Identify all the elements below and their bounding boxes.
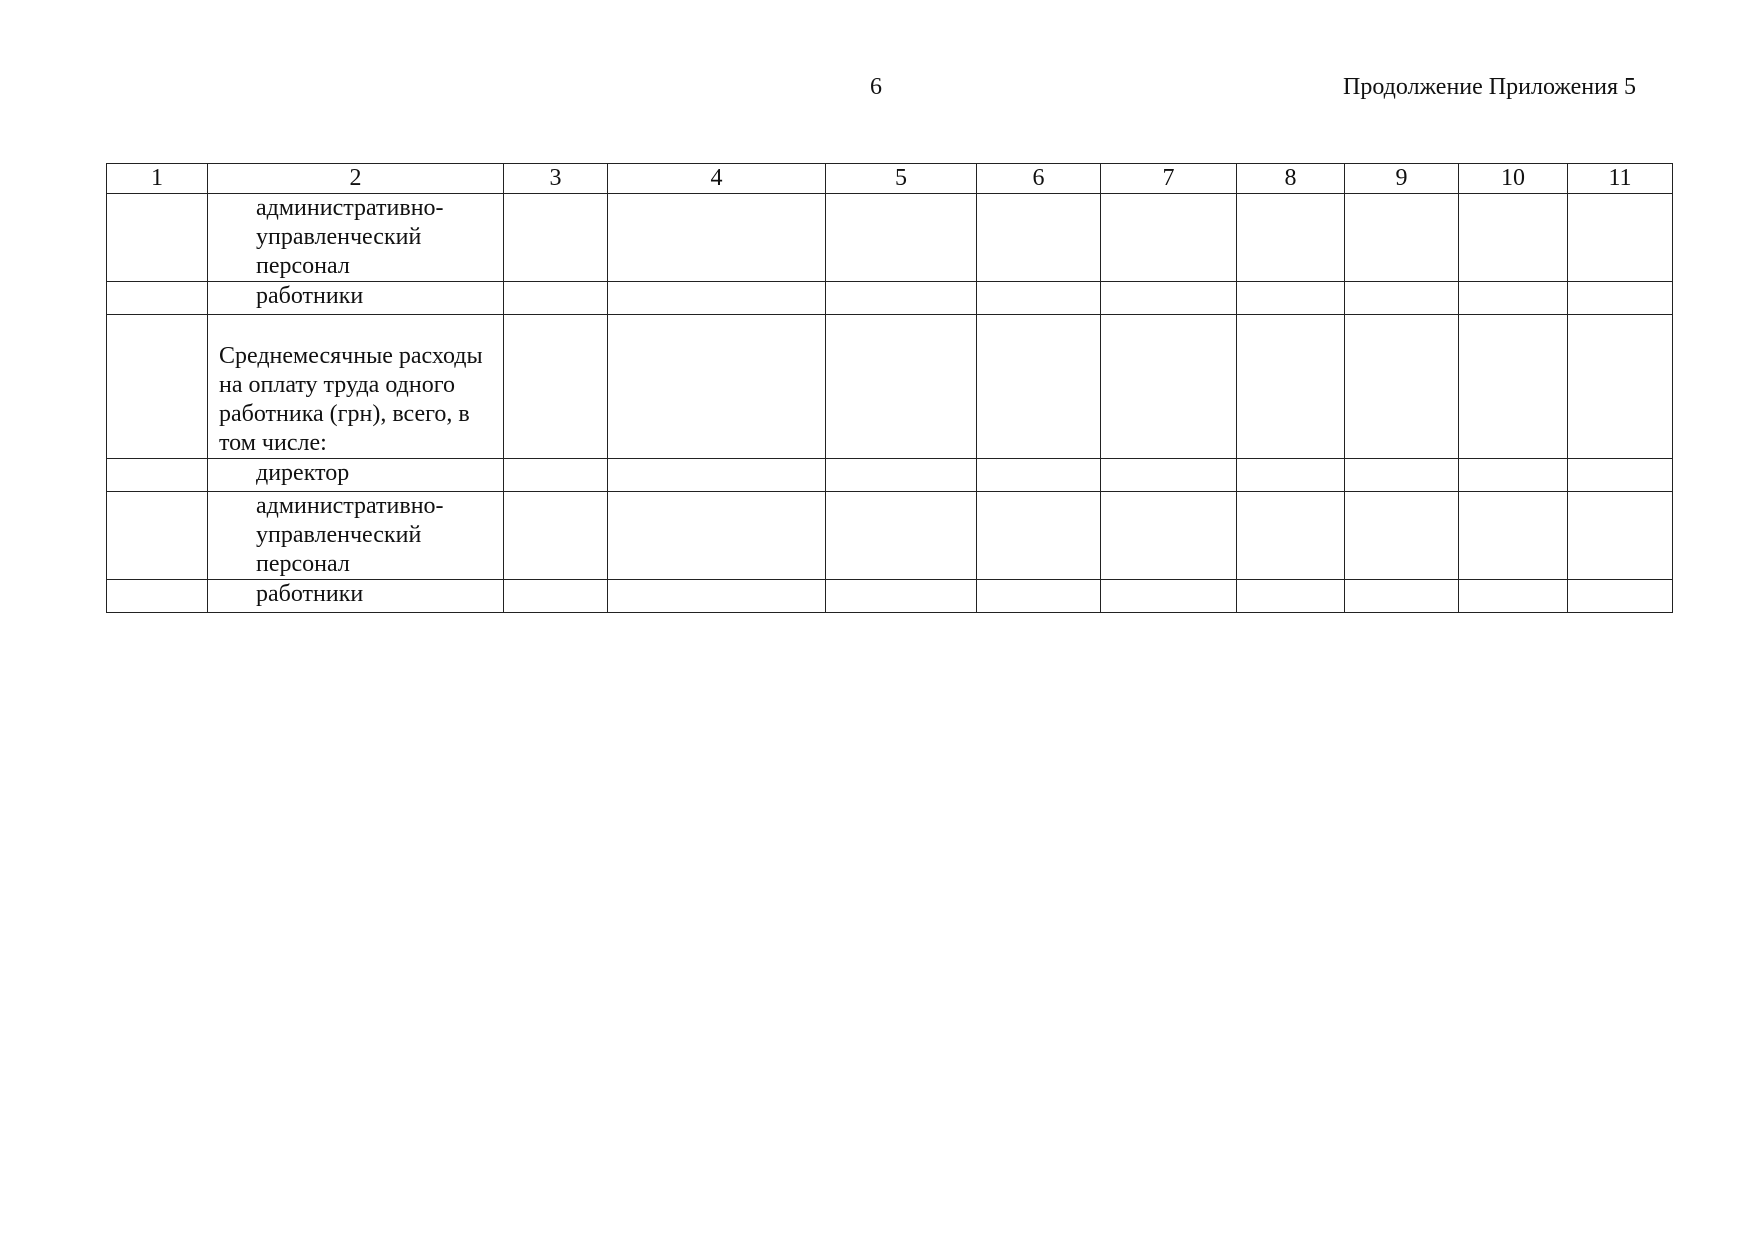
table-cell bbox=[1101, 282, 1237, 315]
table-cell bbox=[107, 315, 208, 459]
table-cell bbox=[1459, 315, 1568, 459]
row-label: административно-управленческий персонал bbox=[208, 492, 504, 580]
table-cell bbox=[1459, 459, 1568, 492]
table-cell bbox=[107, 194, 208, 282]
table-cell bbox=[1345, 492, 1459, 580]
table-cell bbox=[504, 580, 608, 613]
column-number: 11 bbox=[1568, 164, 1673, 194]
table-cell bbox=[608, 459, 826, 492]
column-number: 3 bbox=[504, 164, 608, 194]
table-cell bbox=[1237, 492, 1345, 580]
table-cell bbox=[1237, 194, 1345, 282]
column-number: 1 bbox=[107, 164, 208, 194]
row-label: административно-управленческий персонал bbox=[208, 194, 504, 282]
table-cell bbox=[977, 580, 1101, 613]
table-cell bbox=[504, 194, 608, 282]
appendix-continuation-label: Продолжение Приложения 5 bbox=[1343, 74, 1636, 100]
table-row bbox=[107, 315, 1673, 459]
table-cell bbox=[1568, 315, 1673, 459]
table-cell bbox=[977, 194, 1101, 282]
table-cell bbox=[1345, 580, 1459, 613]
table-cell bbox=[1237, 282, 1345, 315]
table-cell bbox=[1345, 194, 1459, 282]
table-cell bbox=[608, 315, 826, 459]
page-number: 6 bbox=[870, 74, 882, 100]
table-cell bbox=[107, 459, 208, 492]
column-number: 2 bbox=[208, 164, 504, 194]
table-cell bbox=[1101, 459, 1237, 492]
row-label: работники bbox=[208, 282, 504, 315]
table-cell bbox=[1101, 194, 1237, 282]
table-cell bbox=[1237, 315, 1345, 459]
table-cell bbox=[608, 194, 826, 282]
table-cell bbox=[826, 492, 977, 580]
table-row bbox=[107, 492, 1673, 580]
table-cell bbox=[504, 315, 608, 459]
row-label-section: Среднемесячные расходы на оплату труда одного работника (грн), всего, в том числе: bbox=[208, 315, 504, 459]
row-label: работники bbox=[208, 580, 504, 613]
column-number: 9 bbox=[1345, 164, 1459, 194]
table-cell bbox=[1345, 282, 1459, 315]
column-number: 5 bbox=[826, 164, 977, 194]
column-number: 10 bbox=[1459, 164, 1568, 194]
table-cell bbox=[608, 492, 826, 580]
table-cell bbox=[826, 194, 977, 282]
table-cell bbox=[826, 459, 977, 492]
table-cell bbox=[1568, 580, 1673, 613]
table-cell bbox=[1345, 315, 1459, 459]
table-cell bbox=[107, 282, 208, 315]
table-cell bbox=[826, 315, 977, 459]
table-cell bbox=[608, 580, 826, 613]
table-cell bbox=[826, 282, 977, 315]
table-row bbox=[107, 459, 1673, 492]
table-cell bbox=[826, 580, 977, 613]
table-cell bbox=[107, 580, 208, 613]
table-cell bbox=[1459, 492, 1568, 580]
column-number-row bbox=[107, 164, 1673, 194]
table-cell bbox=[1459, 580, 1568, 613]
table-cell bbox=[504, 492, 608, 580]
column-number: 4 bbox=[608, 164, 826, 194]
data-table bbox=[106, 163, 1673, 613]
column-number: 6 bbox=[977, 164, 1101, 194]
table-cell bbox=[977, 459, 1101, 492]
column-number: 8 bbox=[1237, 164, 1345, 194]
table-cell bbox=[1568, 492, 1673, 580]
table-cell bbox=[1101, 492, 1237, 580]
table-row bbox=[107, 282, 1673, 315]
table-cell bbox=[107, 492, 208, 580]
table-cell bbox=[1237, 580, 1345, 613]
table-cell bbox=[1568, 194, 1673, 282]
table-row bbox=[107, 580, 1673, 613]
table-cell bbox=[977, 315, 1101, 459]
table-cell bbox=[977, 492, 1101, 580]
table-cell bbox=[1101, 580, 1237, 613]
table-cell bbox=[1459, 282, 1568, 315]
row-label: директор bbox=[208, 459, 504, 492]
table-cell bbox=[1345, 459, 1459, 492]
table-cell bbox=[1568, 459, 1673, 492]
table-cell bbox=[1101, 315, 1237, 459]
table-cell bbox=[504, 459, 608, 492]
table-row bbox=[107, 194, 1673, 282]
table-cell bbox=[504, 282, 608, 315]
column-number: 7 bbox=[1101, 164, 1237, 194]
table-cell bbox=[1237, 459, 1345, 492]
table-cell bbox=[977, 282, 1101, 315]
table-cell bbox=[1568, 282, 1673, 315]
table-cell bbox=[608, 282, 826, 315]
table-cell bbox=[1459, 194, 1568, 282]
